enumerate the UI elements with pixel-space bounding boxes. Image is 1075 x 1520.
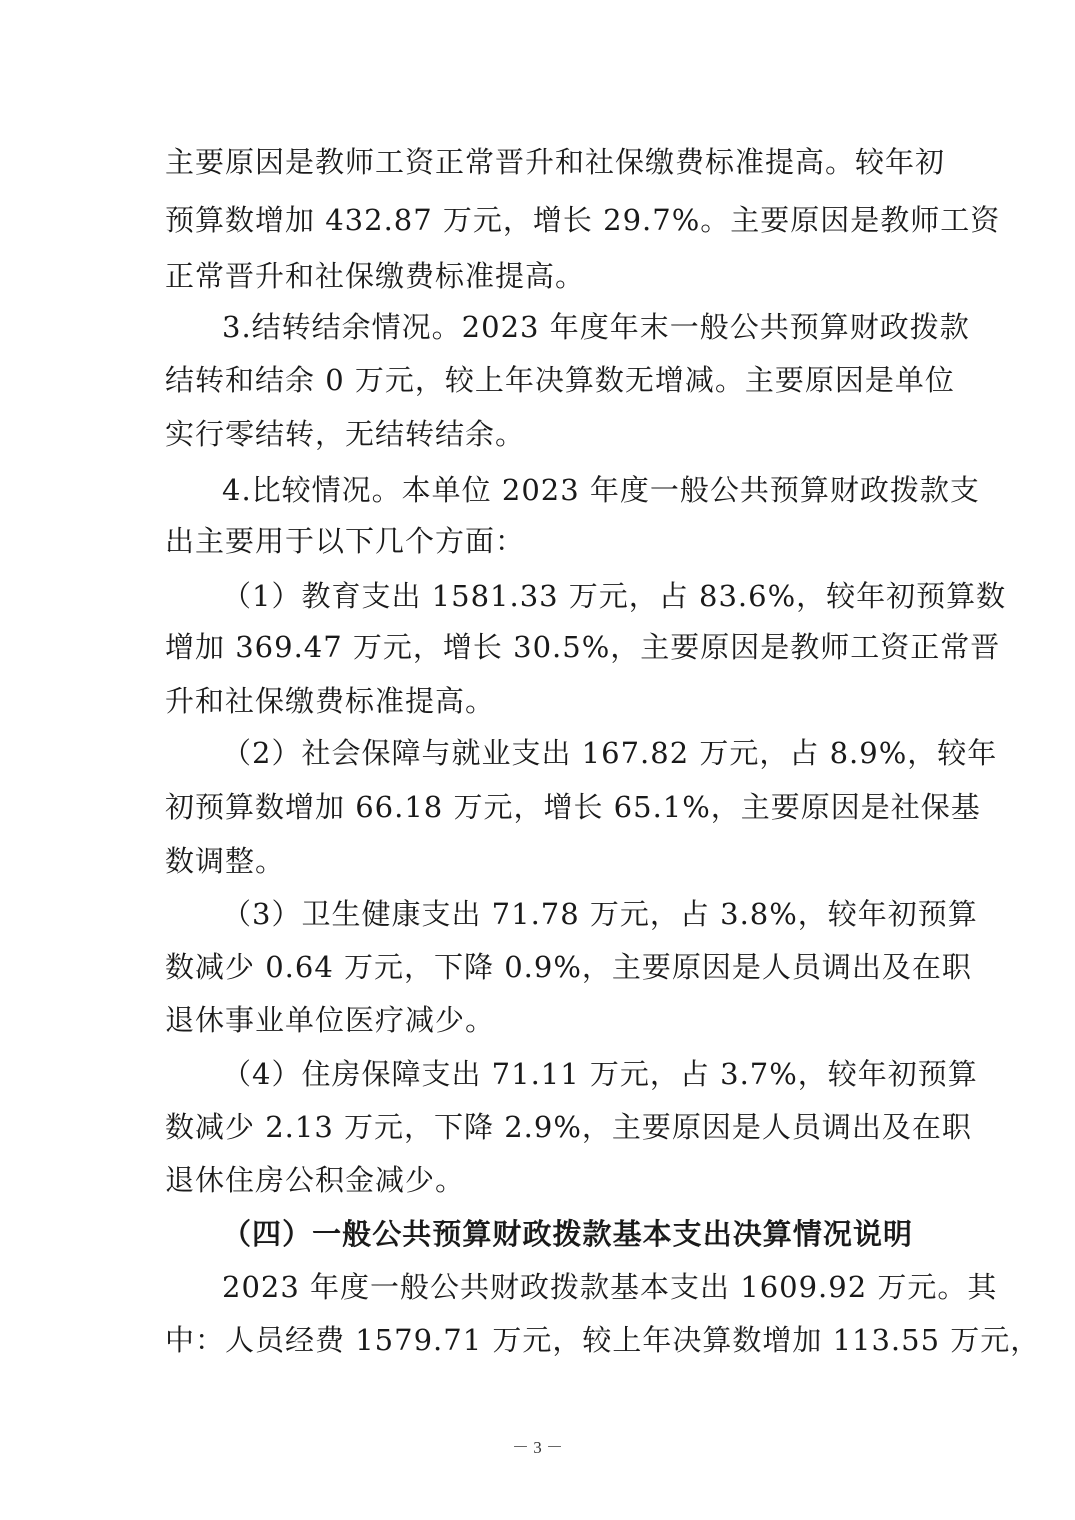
page-number: － 3 － <box>512 1438 563 1457</box>
body-text-line: 实行零结转，无结转结余。 <box>165 417 526 451</box>
item-1-text-line: （1）教育支出 1581.33 万元，占 83.6%，较年初预算数 <box>222 579 1007 613</box>
item-2-text-line: （2）社会保障与就业支出 167.82 万元，占 8.9%，较年 <box>222 736 998 770</box>
body-text-line: 出主要用于以下几个方面： <box>165 524 526 558</box>
body-text-line: 初预算数增加 66.18 万元，增长 65.1%，主要原因是社保基 <box>165 790 981 824</box>
body-text-line: 数减少 0.64 万元，下降 0.9%，主要原因是人员调出及在职 <box>165 950 972 984</box>
item-4-text-line: （4）住房保障支出 71.11 万元，占 3.7%，较年初预算 <box>222 1057 978 1091</box>
body-text-line: 中：人员经费 1579.71 万元，较上年决算数增加 113.55 万元， <box>165 1323 1041 1357</box>
body-text-line: 结转和结余 0 万元，较上年决算数无增减。主要原因是单位 <box>165 363 955 397</box>
body-text-line: 预算数增加 432.87 万元，增长 29.7%。主要原因是教师工资 <box>165 203 1001 237</box>
section-3-text-line: 3.结转结余情况。2023 年度年末一般公共预算财政拨款 <box>222 310 970 344</box>
body-text-line: 正常晋升和社保缴费标准提高。 <box>165 259 586 293</box>
section-4-text-line: 4.比较情况。本单位 2023 年度一般公共预算财政拨款支 <box>222 473 980 507</box>
body-text-line: 主要原因是教师工资正常晋升和社保缴费标准提高。较年初 <box>165 145 946 179</box>
body-text-line: 数减少 2.13 万元，下降 2.9%，主要原因是人员调出及在职 <box>165 1110 972 1144</box>
body-text-line: 退休住房公积金减少。 <box>165 1163 466 1197</box>
body-text-line: 增加 369.47 万元，增长 30.5%，主要原因是教师工资正常晋 <box>165 630 1001 664</box>
body-text-line: 升和社保缴费标准提高。 <box>165 684 496 718</box>
body-text-line: 退休事业单位医疗减少。 <box>165 1003 496 1037</box>
body-text-line: 2023 年度一般公共财政拨款基本支出 1609.92 万元。其 <box>222 1270 998 1304</box>
body-text-line: 数调整。 <box>165 844 286 878</box>
item-3-text-line: （3）卫生健康支出 71.78 万元，占 3.8%，较年初预算 <box>222 897 978 931</box>
section-heading: （四）一般公共预算财政拨款基本支出决算情况说明 <box>222 1217 913 1251</box>
